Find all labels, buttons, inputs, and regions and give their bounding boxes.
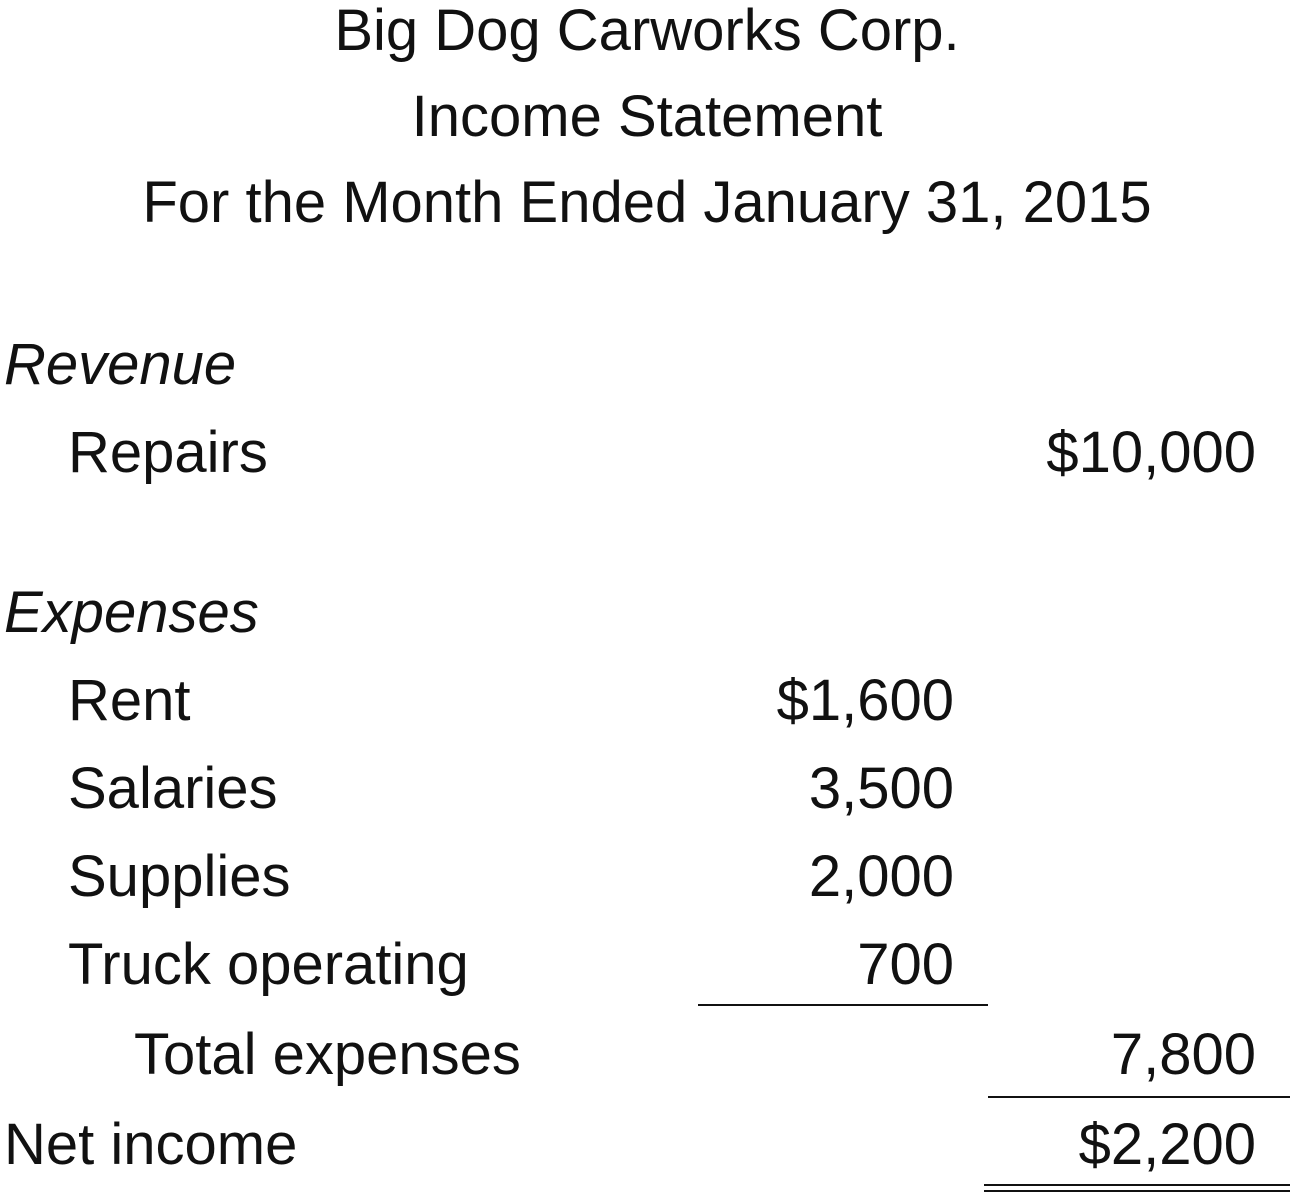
expense-truck-operating-amount: 700 bbox=[857, 932, 954, 997]
net-income-amount: $2,200 bbox=[1078, 1112, 1256, 1177]
expense-rent-amount: $1,600 bbox=[776, 668, 954, 733]
statement-title: Income Statement bbox=[411, 84, 883, 149]
expense-salaries-amount: 3,500 bbox=[808, 756, 954, 821]
expense-truck-operating-label: Truck operating bbox=[68, 932, 469, 997]
total-expenses-amount: 7,800 bbox=[1110, 1022, 1256, 1087]
revenue-repairs-label: Repairs bbox=[68, 420, 268, 485]
statement-period: For the Month Ended January 31, 2015 bbox=[142, 170, 1152, 235]
expenses-subtotal-rule bbox=[698, 1004, 988, 1006]
revenue-heading: Revenue bbox=[4, 332, 237, 397]
expense-salaries-label: Salaries bbox=[68, 756, 278, 821]
net-income-label: Net income bbox=[4, 1112, 298, 1177]
total-expenses-label: Total expenses bbox=[134, 1022, 521, 1087]
expense-supplies-amount: 2,000 bbox=[808, 844, 954, 909]
expense-supplies-label: Supplies bbox=[68, 844, 291, 909]
total-expenses-rule bbox=[988, 1096, 1290, 1098]
expenses-heading: Expenses bbox=[4, 580, 259, 645]
expense-rent-label: Rent bbox=[68, 668, 191, 733]
revenue-repairs-amount: $10,000 bbox=[1046, 420, 1256, 485]
net-income-double-rule bbox=[984, 1184, 1290, 1192]
company-name: Big Dog Carworks Corp. bbox=[334, 0, 960, 63]
